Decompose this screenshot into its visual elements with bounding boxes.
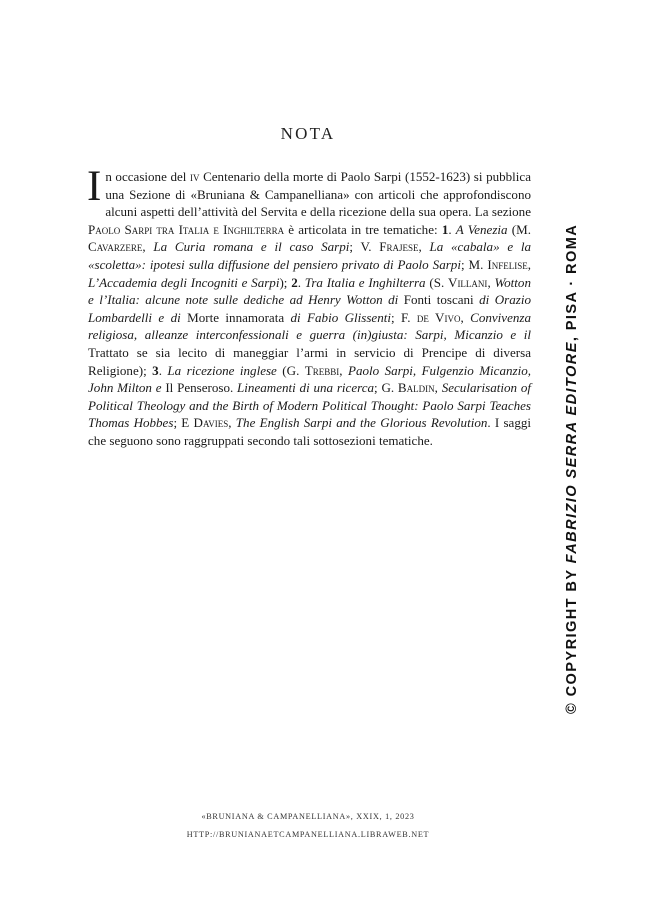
text-run: , (434, 380, 442, 396)
text-run: Davies (193, 415, 229, 431)
text-run: iv (189, 169, 200, 184)
copyright-suffix: , PISA · ROMA (564, 223, 580, 342)
text-run: , (418, 239, 430, 255)
publisher-name: FABRIZIO SERRA EDITORE (564, 341, 580, 564)
text-run: , (487, 274, 495, 290)
text-run: , (142, 239, 154, 255)
text-run: ; E (173, 415, 194, 431)
text-run: ); (279, 274, 292, 290)
text-run: Trattato se sia lecito di maneggiar l’armi in servicio di Prencipe di diversa Religione); (88, 344, 531, 378)
text-run: ; M. (460, 256, 488, 272)
text-run: Frajese (379, 239, 419, 255)
text-run: Morte innamorata (180, 309, 291, 325)
page-title: NOTA (280, 124, 336, 143)
paragraph-text (87, 163, 532, 448)
text-run: L’Accademia degli Incogniti e Sarpi (88, 274, 280, 290)
text-run: Fonti toscani (398, 292, 480, 308)
text-run: La Curia romana e il caso Sarpi (153, 239, 350, 255)
journal-citation: «BRUNIANA & CAMPANELLIANA», XXIX, 1, 2023 (201, 812, 415, 821)
text-run: (S. (425, 274, 449, 290)
text-run: Centenario della morte di Paolo Sarpi (1552-1623) si pubblica una Sezione di «Bruniana & Campanelliana» con articoli che approfondiscono alcuni aspetti dell’attività del Servita e della ricezione della sua opera. La sezione (105, 169, 532, 220)
text-run: , (339, 362, 348, 378)
text-run: Secularisation of Political Theology and the Birth of Modern Political Thought: Paolo Sarpi Teaches Thomas Hobbes (88, 380, 531, 431)
text-run: La ricezione inglese (167, 362, 277, 378)
text-run: ; G. (374, 380, 398, 396)
text-run: n occasione del (105, 169, 190, 184)
text-run: (M. (507, 221, 531, 237)
text-run: Cavarzere (88, 239, 143, 255)
text-run: . (297, 274, 305, 290)
copyright-prefix: © COPYRIGHT BY (564, 563, 580, 714)
text-run: La «cabala» e la «scoletta»: ipotesi sulla diffusione del pensiero privato di Paolo Sarpi (88, 239, 531, 272)
text-run: , (228, 415, 236, 431)
text-run: di Orazio Lombardelli e di (88, 292, 531, 325)
text-run: . (158, 362, 168, 378)
text-run: . I saggi che seguono sono raggruppati secondo tali sottosezioni tematiche. (88, 415, 532, 448)
text-run: de Vivo (416, 309, 461, 325)
text-run: Lineamenti di una ricerca (237, 380, 375, 396)
text-run: Infelise (487, 256, 528, 272)
text-run: Paolo Sarpi tra Italia e Inghilterra (88, 221, 285, 237)
text-run: Convivenza religiosa, alleanze interconfessionali e guerra (in)giusta: Sarpi, Micanzio e il (88, 309, 532, 343)
copyright-notice (564, 224, 580, 714)
text-run: Tra Italia e Inghilterra (304, 274, 426, 290)
text-run: , (527, 256, 531, 272)
body-paragraph (87, 163, 532, 450)
text-run: 2 (291, 274, 298, 290)
text-run: Wotton e l’Italia: alcune note sulle dediche ad Henry Wotton di (88, 274, 531, 308)
text-run: di Fabio Glissenti (290, 309, 392, 325)
text-run: Trebbi (304, 362, 340, 378)
text-run: A Venezia (455, 221, 508, 237)
text-run: Il Penseroso. (161, 380, 238, 396)
text-run: The English Sarpi and the Glorious Revolution (235, 415, 488, 431)
text-run: . (448, 221, 456, 237)
text-run: Paolo Sarpi, Fulgenzio Micanzio, John Milton e (88, 362, 532, 396)
text-run: , (460, 309, 471, 325)
journal-url: HTTP://BRUNIANAETCAMPANELLIANA.LIBRAWEB.NET (186, 830, 430, 839)
text-run: (G. (276, 362, 305, 378)
text-run: Baldin (397, 380, 435, 396)
text-run: ; F. (391, 309, 417, 325)
text-run: Villani (448, 274, 488, 290)
text-run: 3 (152, 362, 159, 378)
text-run: ; V. (349, 239, 380, 255)
text-run: 1 (441, 221, 449, 237)
drop-cap: I (87, 163, 102, 210)
text-run: è articolata in tre tematiche: (284, 221, 442, 237)
